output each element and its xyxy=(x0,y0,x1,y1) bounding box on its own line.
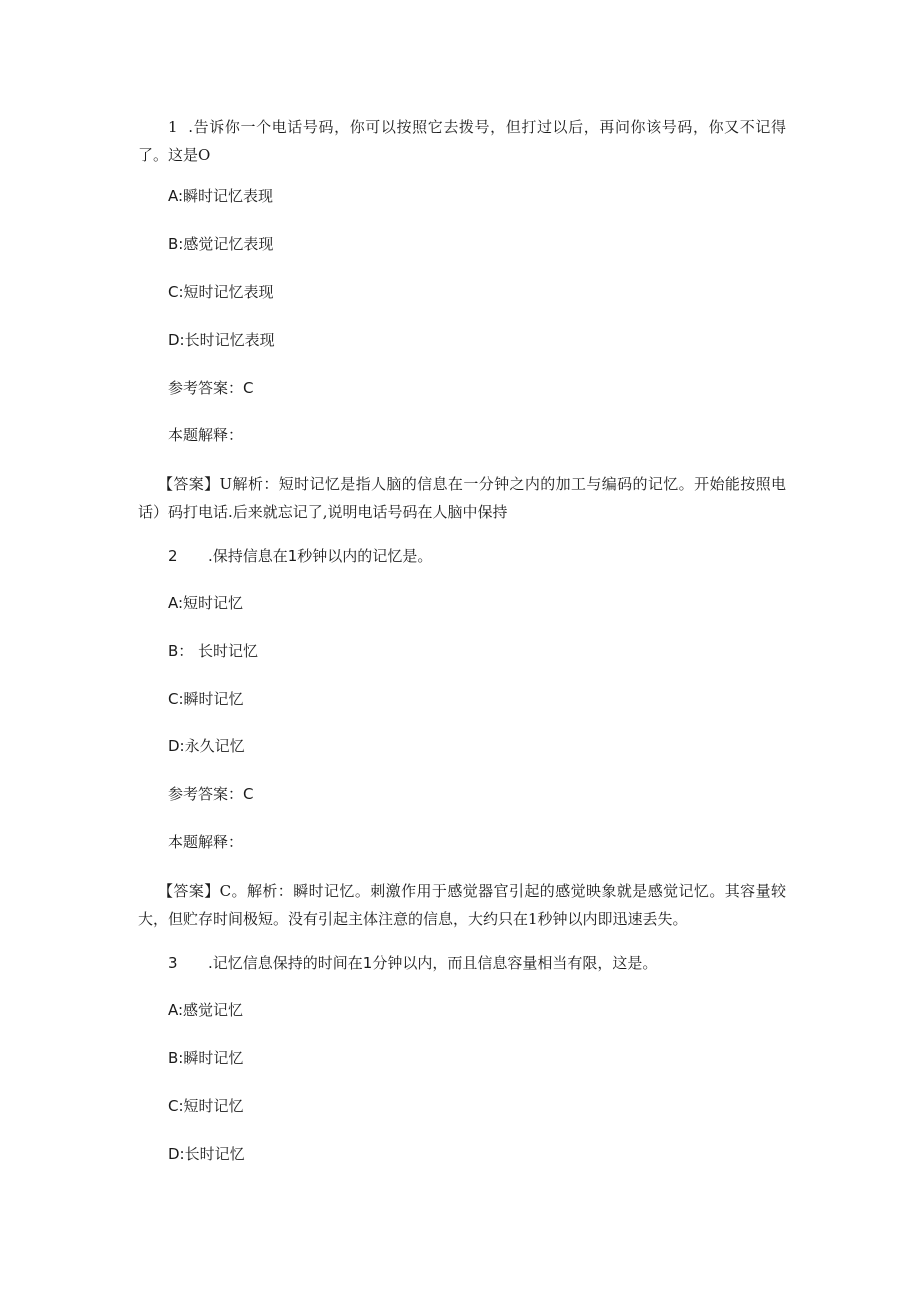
option-d: D:永久记忆 xyxy=(168,737,245,755)
option-c: C:短时记忆 xyxy=(168,1097,244,1115)
option-d: D:长时记忆表现 xyxy=(168,331,275,349)
question-number: 1 xyxy=(168,118,178,136)
option-d: D:长时记忆 xyxy=(168,1145,245,1163)
explanation-label: 本题解释： xyxy=(168,426,244,444)
explanation-label: 本题解释： xyxy=(168,833,244,851)
option-c: C:瞬时记忆 xyxy=(168,690,244,708)
option-c: C:短时记忆表现 xyxy=(168,283,274,301)
option-b: B:瞬时记忆 xyxy=(168,1049,244,1067)
reference-answer: 参考答案：C xyxy=(168,785,254,803)
question-1-stem xyxy=(138,113,786,169)
reference-answer: 参考答案：C xyxy=(168,379,254,397)
question-number: 3 xyxy=(168,954,178,972)
question-text: .保持信息在1秒钟以内的记忆是。 xyxy=(208,547,433,565)
question-2-stem xyxy=(168,546,788,566)
question-number: 2 xyxy=(168,547,178,565)
option-a: A:感觉记忆 xyxy=(168,1001,244,1019)
question-text: .告诉你一个电话号码，你可以按照它去拨号，但打过以后，再问你该号码，你又不记得了。这是O xyxy=(138,118,786,164)
question-3-stem xyxy=(168,953,788,973)
explanation-text: 【答案】C。解析：瞬时记忆。刺激作用于感觉器官引起的感觉映象就是感觉记忆。其容量较大，但贮存时间极短。没有引起主体注意的信息，大约只在1秒钟以内即迅速丢失。 xyxy=(138,882,786,928)
explanation-text: 【答案】U解析：短时记忆是指人脑的信息在一分钟之内的加工与编码的记忆。开始能按照电话）码打电话.后来就忘记了,说明电话号码在人脑中保持 xyxy=(138,475,786,521)
question-text: .记忆信息保持的时间在1分钟以内，而且信息容量相当有限，这是。 xyxy=(208,954,658,972)
option-b: B： 长时记忆 xyxy=(168,642,259,660)
option-b: B:感觉记忆表现 xyxy=(168,235,274,253)
option-a: A:短时记忆 xyxy=(168,594,244,612)
option-a: A:瞬时记忆表现 xyxy=(168,187,274,205)
